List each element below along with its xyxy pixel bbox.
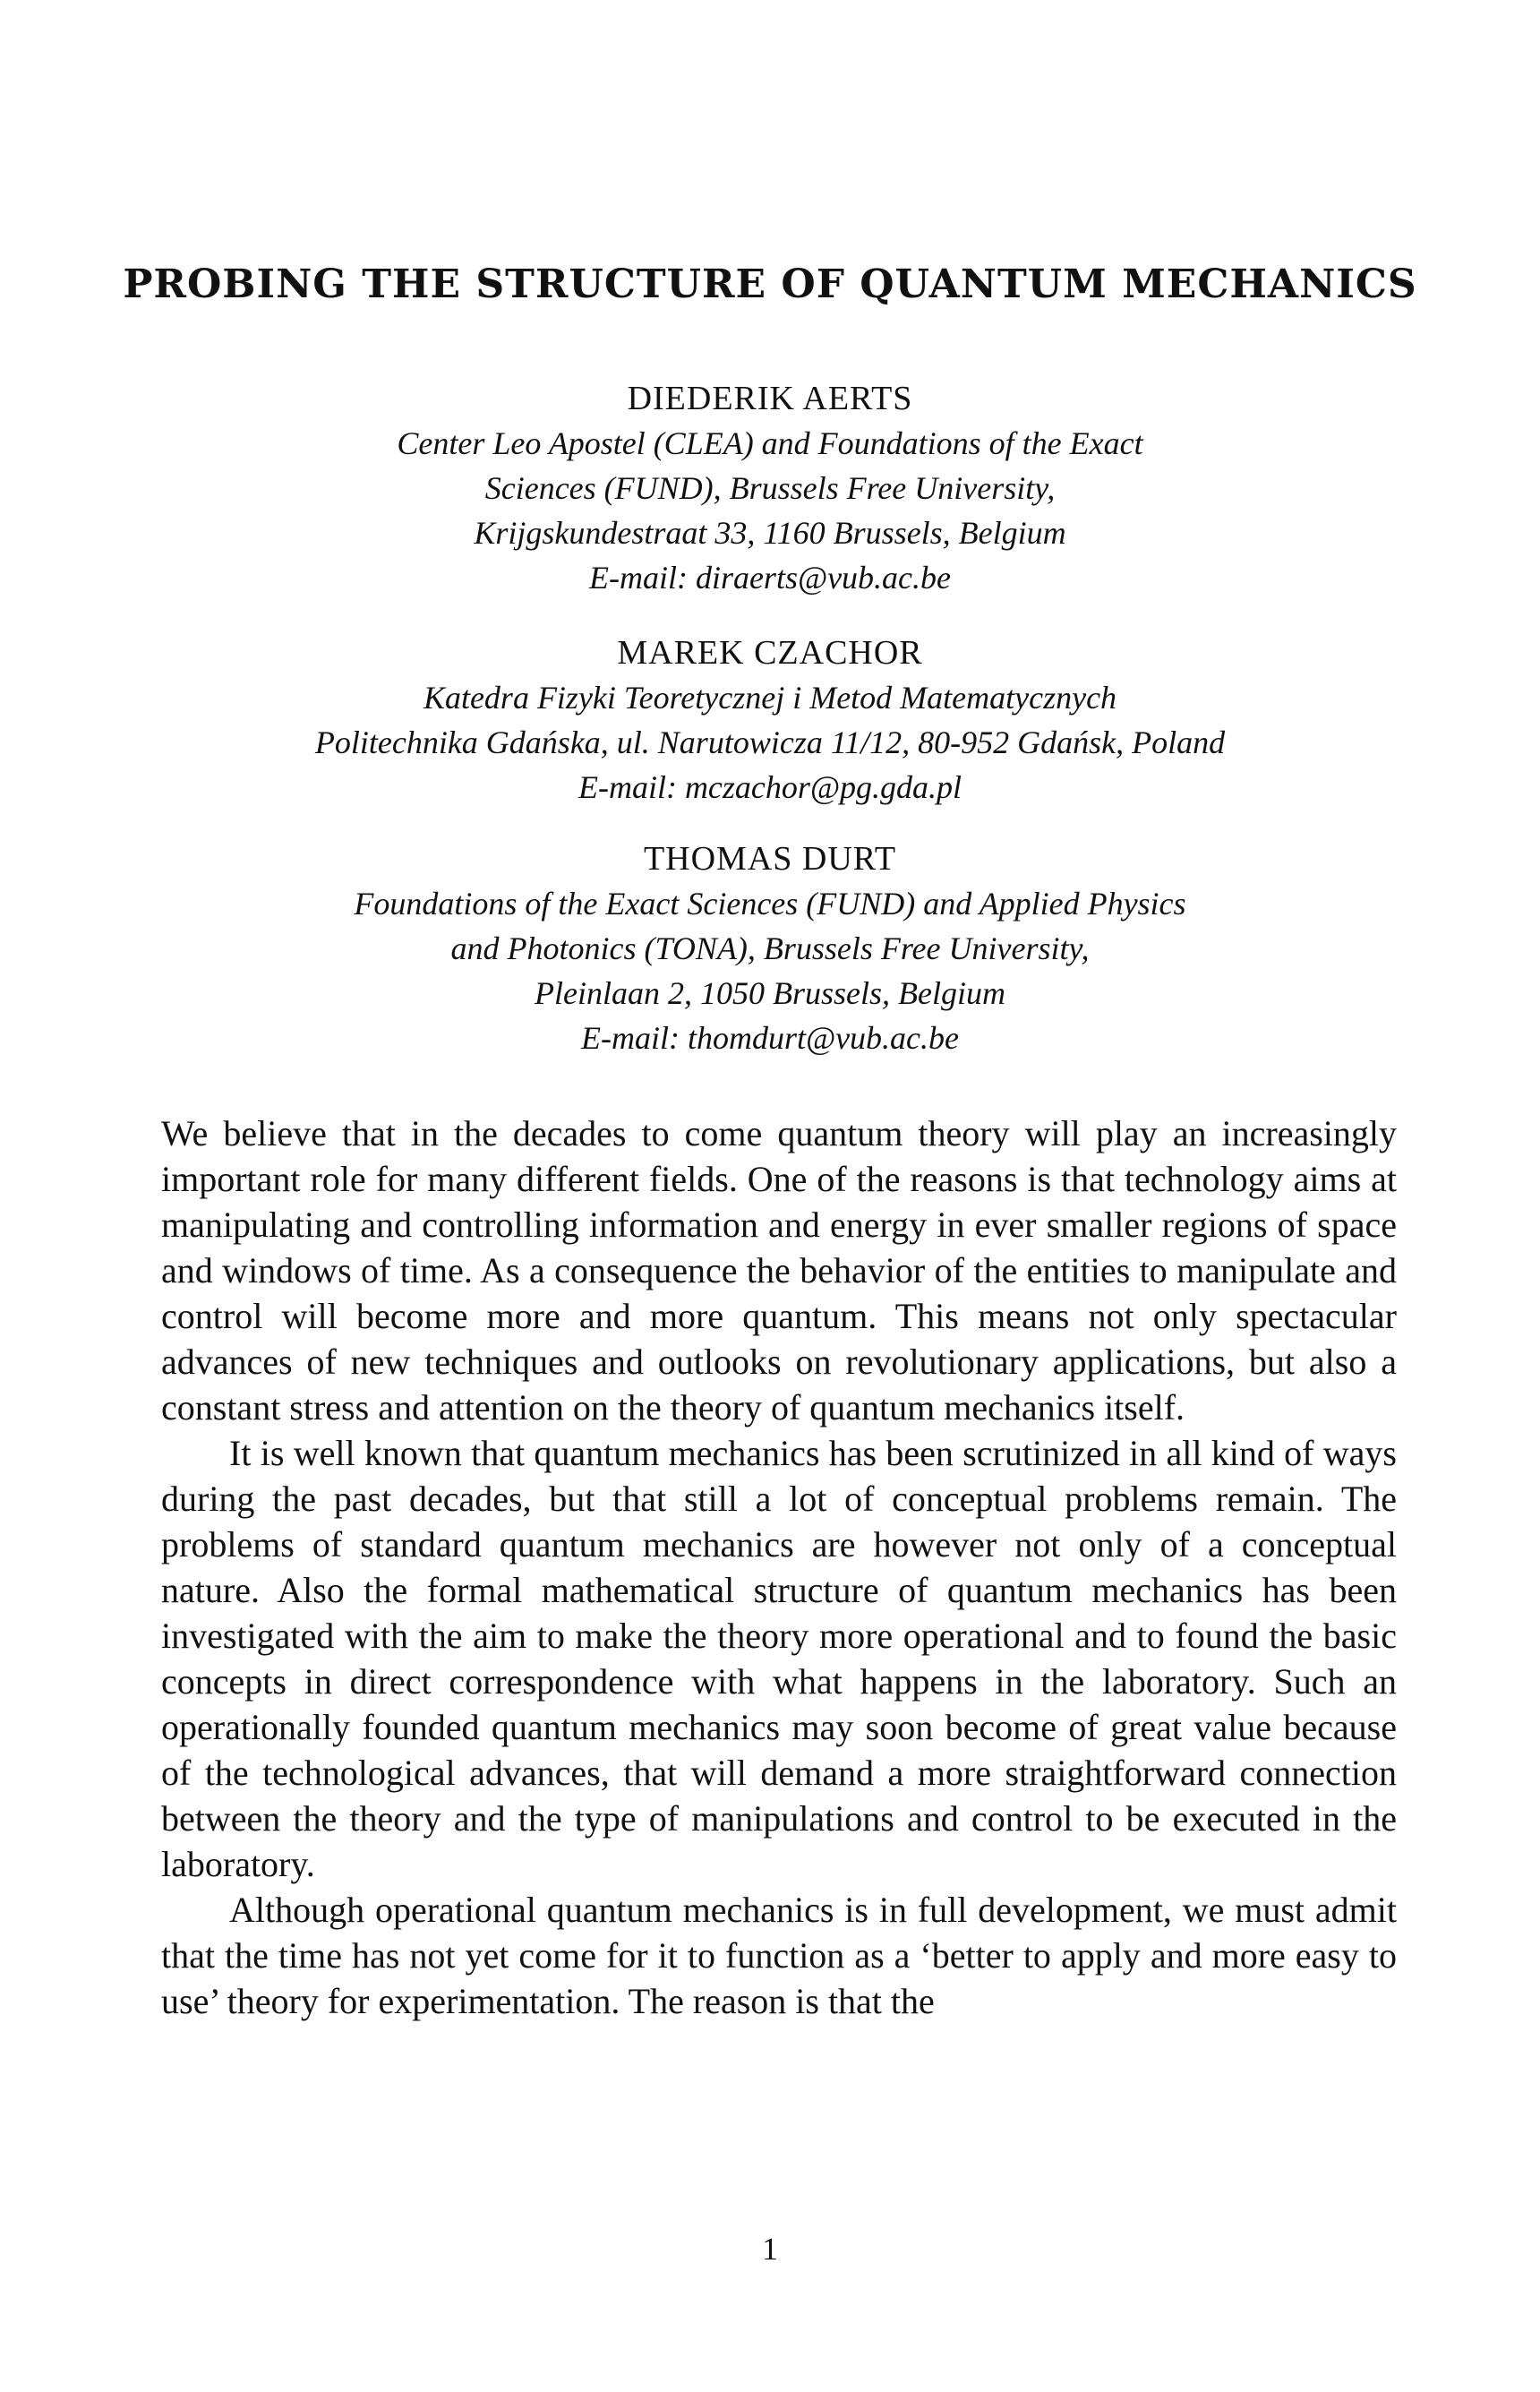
affiliation-line: Center Leo Apostel (CLEA) and Foundations of the Exact [397, 425, 1143, 461]
paper-title: PROBING THE STRUCTURE OF QUANTUM MECHANICS [123, 261, 1417, 307]
author-email: E-mail: mczachor@pg.gda.pl [578, 769, 962, 805]
affiliation-line: Katedra Fizyki Teoretycznej i Metod Matematycznych [423, 680, 1117, 716]
author-name: MAREK CZACHOR [617, 634, 923, 672]
affiliation-line: Krijgskundestraat 33, 1160 Brussels, Belgium [474, 515, 1066, 551]
paragraph: Although operational quantum mechanics is in full development, we must admit that the time has not yet come for it to function as a ‘better to apply and more easy to use’ theory for experimentation. The reason is that the [161, 1890, 1397, 2021]
author-block-czachor [0, 630, 1540, 810]
paragraph: It is well known that quantum mechanics has been scrutinized in all kind of ways during the past decades, but that still a lot of conceptual problems remain. The problems of standard quantum mechanics are however not only of a conceptual nature. Also the formal mathematical structure of quantum mechanics has been investigated with the aim to make the theory more operational and to found the basic concepts in direct correspondence with what happens in the laboratory. Such an operationally founded quantum mechanics may soon become of great value because of the technological advances, that will demand a more straightforward connection between the theory and the type of manipulations and control to be executed in the laboratory. [161, 1433, 1397, 1884]
body-text [161, 1110, 1397, 2024]
affiliation-line: and Photonics (TONA), Brussels Free University, [450, 930, 1090, 966]
affiliation-line: Sciences (FUND), Brussels Free University, [484, 470, 1056, 506]
author-name: THOMAS DURT [643, 840, 897, 878]
affiliation-line: Politechnika Gdańska, ul. Narutowicza 11/12, 80-952 Gdańsk, Poland [314, 724, 1226, 760]
page-number: 1 [762, 2231, 778, 2267]
affiliation-line: Pleinlaan 2, 1050 Brussels, Belgium [535, 975, 1005, 1011]
paragraph: We believe that in the decades to come quantum theory will play an increasingly important role for many different fields. One of the reasons is that technology aims at manipulating and controlling information and energy in ever smaller regions of space and windows of time. As a consequence the behavior of the entities to manipulate and control will become more and more quantum. This means not only spectacular advances of new techniques and outlooks on revolutionary applications, but also a constant stress and attention on the theory of quantum mechanics itself. [161, 1113, 1397, 1427]
author-email: E-mail: diraerts@vub.ac.be [588, 560, 952, 596]
affiliation-line: Foundations of the Exact Sciences (FUND) and Applied Physics [354, 886, 1186, 922]
author-block-aerts [0, 376, 1540, 600]
author-name: DIEDERIK AERTS [627, 380, 913, 417]
author-email: E-mail: thomdurt@vub.ac.be [580, 1020, 960, 1056]
author-block-durt [0, 836, 1540, 1060]
